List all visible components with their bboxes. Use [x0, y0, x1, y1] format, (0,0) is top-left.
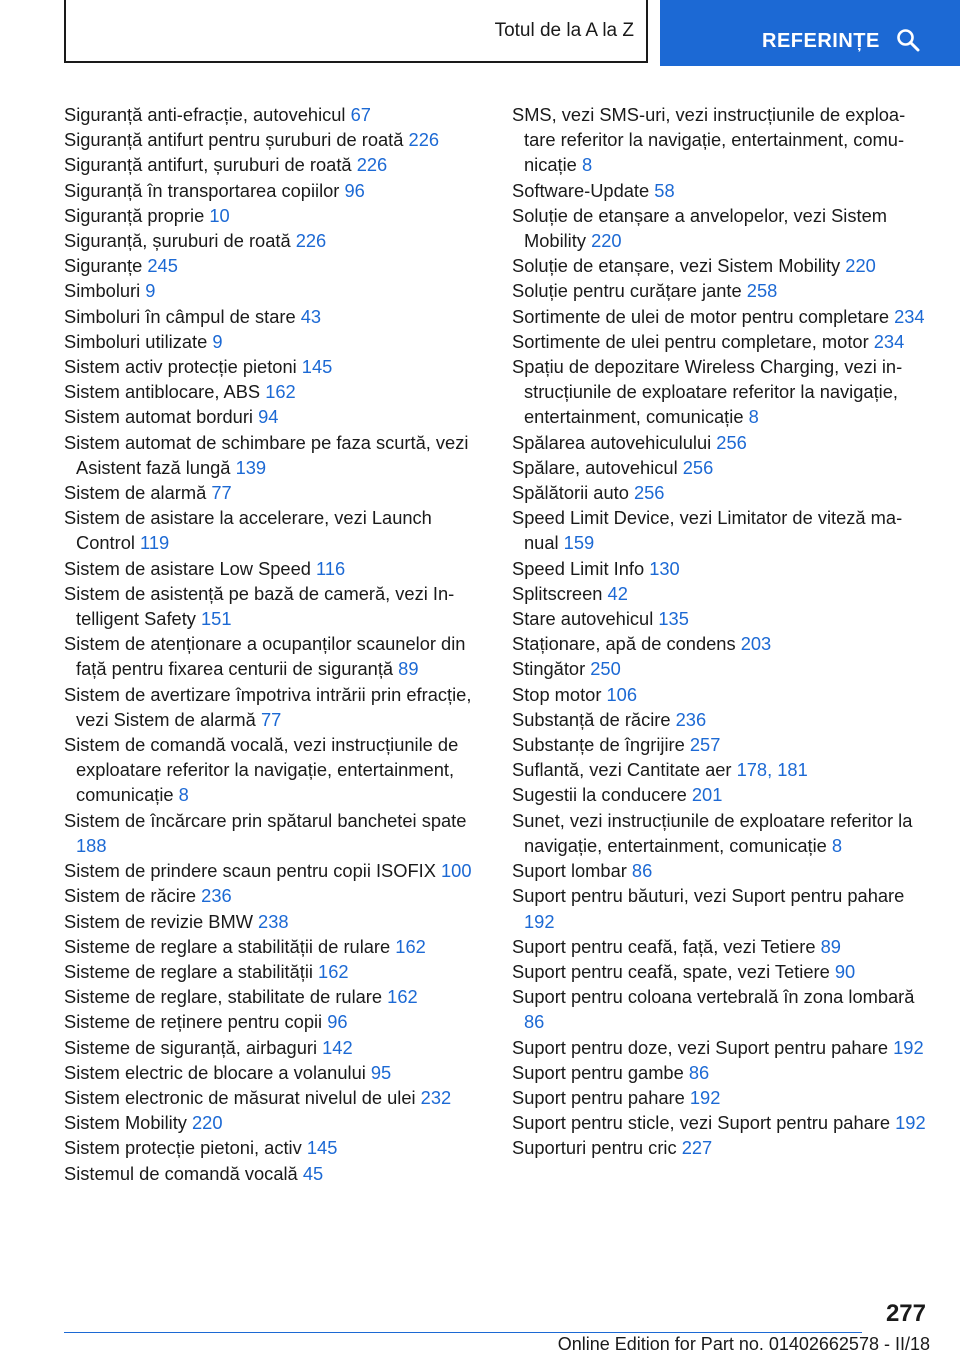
index-entry: [64, 1060, 478, 1085]
footer-divider: [64, 1332, 862, 1333]
index-entry-page-link[interactable]: 256: [682, 456, 714, 478]
index-entry: [64, 1110, 478, 1135]
index-entry-page-link[interactable]: 89: [820, 935, 841, 957]
index-entry-page-link[interactable]: 96: [327, 1011, 348, 1033]
index-entry: [64, 682, 478, 732]
index-entry-text: Siguranță, șuruburi de roată: [64, 230, 291, 252]
index-entry-page-link[interactable]: 226: [408, 129, 440, 151]
index-entry-page-link[interactable]: 236: [201, 885, 232, 907]
index-entry-text: Sunet, vezi instrucțiunile de exploatare referitor la navigație, entertainment, comunicație: [512, 809, 913, 856]
index-entry-text: Spălare, autovehicul: [512, 456, 678, 478]
index-entry-text: Suport pentru ceafă, față, vezi Tetiere: [512, 935, 816, 957]
index-entry-page-link[interactable]: 90: [834, 960, 856, 982]
index-entry: [64, 404, 478, 429]
index-entry-text: Sistem de avertizare împotriva intrării prin efracție, vezi Sistem de alarmă: [64, 683, 472, 730]
index-entry: [64, 631, 478, 681]
index-entry-page-link[interactable]: 95: [370, 1061, 392, 1083]
index-entry-text: Sistem de comandă vocală, vezi instrucțiunile de exploatare referitor la navigație, entertainment, comunicație: [64, 734, 459, 806]
index-entry-page-link[interactable]: 151: [201, 608, 232, 630]
index-entry-page-link[interactable]: 234: [873, 330, 905, 352]
index-entry-text: Suport pentru coloana vertebrală în zona lombară: [512, 986, 915, 1008]
index-entry-text: Siguranță proprie: [64, 204, 205, 226]
index-entry-page-link[interactable]: 203: [740, 633, 772, 655]
index-entry-page-link[interactable]: 162: [387, 986, 418, 1008]
index-entry-page-link[interactable]: 142: [322, 1036, 353, 1058]
index-entry-page-link[interactable]: 188: [76, 834, 107, 856]
index-entry-text: Suport pentru pahare: [512, 1086, 685, 1108]
index-entry: [64, 732, 478, 808]
index-entry: [512, 732, 930, 757]
index-entry-text: Sistem de asistare Low Speed: [64, 557, 311, 579]
index-entry-text: Stingător: [512, 658, 586, 680]
index-entry-text: Suport pentru doze, vezi Suport pentru pahare: [512, 1036, 889, 1058]
index-entry-page-link[interactable]: 226: [295, 230, 327, 252]
index-entry-text: Sistem automat de schimbare pe faza scurtă, vezi Asistent fază lungă: [64, 431, 469, 478]
index-entry: [512, 959, 930, 984]
index-entry: [512, 329, 930, 354]
index-entry-text: Sistem automat borduri: [64, 406, 253, 428]
index-entry: [64, 858, 478, 883]
index-entry-text: Sisteme de siguranță, airbaguri: [64, 1036, 318, 1058]
index-entry-page-link[interactable]: 8: [581, 154, 593, 176]
index-entry-page-link[interactable]: 257: [689, 734, 721, 756]
index-entry-text: Siguranță în transportarea copiilor: [64, 179, 340, 201]
index-entry: [64, 152, 478, 177]
index-entry-text: Sisteme de reglare a stabilității: [64, 960, 313, 982]
index-entry-text: Simboluri în câmpul de stare: [64, 305, 296, 327]
index-entry-text: Sistem activ protecție pietoni: [64, 356, 297, 378]
index-entry: [512, 782, 930, 807]
index-entry-text: Suporturi pentru cric: [512, 1137, 677, 1159]
index-entry: [64, 1035, 478, 1060]
index-entry-text: Sistem Mobility: [64, 1112, 187, 1134]
index-entry-page-link[interactable]: 238: [258, 910, 289, 932]
index-entry-text: Staționare, apă de condens: [512, 633, 736, 655]
index-entry-text: Suport pentru ceafă, spate, vezi Tetiere: [512, 960, 830, 982]
index-entry: [64, 480, 478, 505]
index-entry-text: Siguranță antifurt pentru șuruburi de roată: [64, 129, 404, 151]
index-entry: [512, 278, 930, 303]
index-entry: [64, 329, 478, 354]
index-entry-page-link[interactable]: 86: [631, 860, 653, 882]
index-entry-page-link[interactable]: 9: [145, 280, 156, 302]
index-entry-text: Sistem protecție pietoni, activ: [64, 1137, 302, 1159]
index-entry-page-link[interactable]: 67: [350, 104, 371, 125]
references-tab-label: REFERINȚE: [762, 30, 880, 52]
index-entry-page-link[interactable]: 226: [356, 154, 388, 176]
index-entry-page-link[interactable]: 8: [748, 406, 759, 428]
index-entry-text: Sistem de revizie BMW: [64, 910, 253, 932]
index-entry: [64, 883, 478, 908]
index-entry-page-link[interactable]: 77: [211, 482, 232, 504]
index-entry-text: Siguranță antifurt, șuruburi de roată: [64, 154, 352, 176]
index-entry-page-link[interactable]: 245: [147, 255, 178, 277]
index-entry-page-link[interactable]: 178, 181: [736, 759, 808, 781]
index-entry: [512, 934, 930, 959]
index-entry-page-link[interactable]: 86: [524, 1011, 545, 1033]
index-entry: [64, 581, 478, 631]
index-entry: [64, 228, 478, 253]
index-entry-page-link[interactable]: 86: [688, 1061, 710, 1083]
index-entry: [64, 1085, 478, 1110]
index-entry: [512, 455, 930, 480]
index-entry: [512, 808, 930, 858]
index-entry-page-link[interactable]: 106: [606, 683, 638, 705]
index-entry-text: Sisteme de reținere pentru copii: [64, 1011, 323, 1033]
index-entry: [64, 354, 478, 379]
index-entry: [512, 1085, 930, 1110]
index-entry-page-link[interactable]: 145: [301, 356, 333, 378]
index-entry: [512, 203, 930, 253]
index-entry-page-link[interactable]: 162: [265, 381, 296, 403]
index-entry: [512, 858, 930, 883]
page-header: [0, 0, 960, 66]
index-entry-text: Suport pentru sticle, vezi Suport pentru pahare: [512, 1112, 891, 1134]
index-entry-page-link[interactable]: 192: [524, 910, 555, 932]
index-entry: [64, 909, 478, 934]
index-entry-text: Spălătorii auto: [512, 482, 629, 504]
index-entry-text: Sistem de atenționare a ocupanților scaunelor din față pentru fixarea centurii de siguranță: [64, 633, 466, 680]
index-entry-text: Sistem de prindere scaun pentru copii ISOFIX: [64, 860, 436, 882]
index-entry: [512, 1135, 930, 1160]
index-entry-text: Sistem electric de blocare a volanului: [64, 1061, 366, 1083]
index-entry: [512, 430, 930, 455]
index-entry-page-link[interactable]: 192: [893, 1036, 924, 1058]
index-entry-text: Siguranță anti-efracție, autovehicul: [64, 104, 346, 125]
index-entry-text: Sistem electronic de măsurat nivelul de ulei: [64, 1086, 416, 1108]
index-entry-page-link[interactable]: 192: [689, 1086, 721, 1108]
index-entry: [64, 1009, 478, 1034]
index-entry-text: Sugestii la conducere: [512, 784, 687, 806]
index-entry-text: Sistem de asistare la accelerare, vezi Launch Control: [64, 507, 432, 554]
footer-edition: Online Edition for Part no. 01402662578 - II/18: [557, 1334, 930, 1354]
index-entry: [64, 808, 478, 858]
index-column-left: [64, 102, 478, 1186]
index-entry-page-link[interactable]: 94: [258, 406, 279, 428]
index-entry: [64, 505, 478, 555]
page-number: 277: [885, 1300, 926, 1327]
index-entry-text: Sisteme de reglare a stabilității de rulare: [64, 935, 391, 957]
index-entry-page-link[interactable]: 42: [607, 582, 628, 604]
index-entry: [64, 304, 478, 329]
index-entry-page-link[interactable]: 250: [590, 658, 621, 680]
index-entry-text: Stare autovehicul: [512, 608, 654, 630]
index-entry-page-link[interactable]: 116: [316, 557, 346, 579]
index-entry: [64, 278, 478, 303]
index-entry: [64, 959, 478, 984]
index-entry: [64, 1161, 478, 1186]
index-entry: [512, 656, 930, 681]
index-entry: [64, 203, 478, 228]
index-entry-page-link[interactable]: 58: [654, 179, 675, 201]
index-entry: [512, 606, 930, 631]
index-entry-page-link[interactable]: 236: [675, 708, 707, 730]
index-entry: [512, 102, 930, 178]
index-entry: [64, 430, 478, 480]
index-entry: [512, 1035, 930, 1060]
index-entry: [512, 253, 930, 278]
index-entry: [64, 379, 478, 404]
index-entry-page-link[interactable]: 119: [140, 532, 170, 554]
index-entry-text: Soluție pentru curățare jante: [512, 280, 742, 302]
index-entry-text: Simboluri: [64, 280, 141, 302]
index-entry-text: Suflantă, vezi Cantitate aer: [512, 759, 732, 781]
index-entry-page-link[interactable]: 77: [260, 708, 282, 730]
index-entry-page-link[interactable]: 192: [895, 1112, 926, 1134]
index-entry-text: Sortimente de ulei pentru completare, motor: [512, 330, 869, 352]
index-entry: [512, 984, 930, 1034]
index-entry: [64, 984, 478, 1009]
index-entry-text: Spălarea autovehiculului: [512, 431, 712, 453]
index-entry-text: Sistemul de comandă vocală: [64, 1162, 298, 1184]
index-entry-text: Sisteme de reglare, stabilitate de rulare: [64, 986, 383, 1008]
index-entry-page-link[interactable]: 162: [318, 960, 349, 982]
index-entry-text: Sistem antiblocare, ABS: [64, 381, 261, 403]
index-entry: [512, 631, 930, 656]
index-entry: [512, 682, 930, 707]
index-entry-page-link[interactable]: 96: [344, 179, 365, 201]
index-entry-page-link[interactable]: 10: [209, 204, 230, 226]
index-entry-page-link[interactable]: 9: [212, 330, 223, 352]
index-entry-text: Sortimente de ulei de motor pentru completare: [512, 305, 889, 327]
index-entry-page-link[interactable]: 220: [845, 255, 876, 277]
index-entry: [512, 480, 930, 505]
index-entry: [64, 102, 478, 127]
index-entry-text: Sistem de alarmă: [64, 482, 207, 504]
index-entry-page-link[interactable]: 234: [894, 305, 925, 327]
index-entry-page-link[interactable]: 130: [649, 557, 680, 579]
index-entry: [512, 354, 930, 430]
index-entry-page-link[interactable]: 45: [302, 1162, 324, 1184]
index-entry: [64, 253, 478, 278]
index-entry-page-link[interactable]: 256: [716, 431, 747, 453]
index-entry-text: Simboluri utilizate: [64, 330, 208, 352]
search-icon[interactable]: [896, 28, 920, 58]
index-entry: [512, 505, 930, 555]
index-entry-page-link[interactable]: 162: [395, 935, 426, 957]
index-entry: [512, 1060, 930, 1085]
index-entry-text: Siguranțe: [64, 255, 143, 277]
index-entry: [64, 1135, 478, 1160]
index-entry-text: Substanță de răcire: [512, 708, 671, 730]
index-entry: [512, 581, 930, 606]
index-entry-page-link[interactable]: 145: [306, 1137, 338, 1159]
index-entry-page-link[interactable]: 139: [235, 456, 267, 478]
section-title: Totul de la A la Z: [494, 19, 634, 41]
index-entry-page-link[interactable]: 8: [178, 784, 189, 806]
index-entry-page-link[interactable]: 227: [681, 1137, 713, 1159]
section-title-tab[interactable]: [64, 0, 648, 63]
index-entry-text: Soluție de etanșare, vezi Sistem Mobility: [512, 255, 841, 277]
index-entry-text: Sistem de încărcare prin spătarul banchetei spate: [64, 809, 467, 831]
index-entry-page-link[interactable]: 43: [300, 305, 322, 327]
index-entry: [512, 304, 930, 329]
index-entry: [64, 127, 478, 152]
index-entry-text: Speed Limit Device, vezi Limitator de viteză manual: [512, 507, 903, 554]
index-entry-text: Spațiu de depozitare Wireless Charging, vezi instrucțiunile de exploatare referitor la navigație, entertainment, comunicație: [512, 356, 903, 428]
index-entry-text: Suport pentru băuturi, vezi Suport pentru pahare: [512, 885, 905, 907]
index-entry-text: SMS, vezi SMS-uri, vezi instrucțiunile de exploatare referitor la navigație, entertainment, comunicație: [512, 104, 906, 176]
index-entry-text: Suport pentru gambe: [512, 1061, 684, 1083]
index-entry-page-link[interactable]: 232: [420, 1086, 452, 1108]
index-entry: [512, 1110, 930, 1135]
index-entry: [512, 707, 930, 732]
index-entry: [512, 556, 930, 581]
index-entry-page-link[interactable]: 256: [633, 482, 665, 504]
index-entry-page-link[interactable]: 100: [441, 860, 472, 882]
index-entry: [512, 178, 930, 203]
index-entry: [512, 883, 930, 933]
index-entry: [64, 178, 478, 203]
index-entry-text: Substanțe de îngrijire: [512, 734, 685, 756]
index-entry-text: Speed Limit Info: [512, 557, 645, 579]
index-entry-page-link[interactable]: 8: [831, 834, 843, 856]
index-entry-text: Sistem de răcire: [64, 885, 197, 907]
index-entry-page-link[interactable]: 258: [746, 280, 778, 302]
index-entry: [512, 757, 930, 782]
index-entry: [64, 934, 478, 959]
index-entry-text: Splitscreen: [512, 582, 603, 604]
index-column-right: [512, 102, 930, 1161]
index-entry: [64, 556, 478, 581]
index-entry-text: Software-Update: [512, 179, 650, 201]
index-entry-page-link[interactable]: 201: [691, 784, 723, 806]
index-entry-text: Soluție de etanșare a anvelopelor, vezi Sistem Mobility: [512, 204, 887, 252]
index-entry-page-link[interactable]: 220: [591, 230, 622, 252]
index-entry-text: Suport lombar: [512, 860, 627, 882]
index-entry-page-link[interactable]: 159: [563, 532, 595, 554]
references-tab[interactable]: [660, 0, 960, 66]
index-entry-page-link[interactable]: 220: [192, 1112, 223, 1134]
index-entry-text: Sistem de asistență pe bază de cameră, vezi Intelligent Safety: [64, 582, 455, 630]
index-entry-page-link[interactable]: 135: [658, 608, 689, 630]
index-entry-text: Stop motor: [512, 683, 602, 705]
index-entry-page-link[interactable]: 89: [398, 658, 419, 680]
